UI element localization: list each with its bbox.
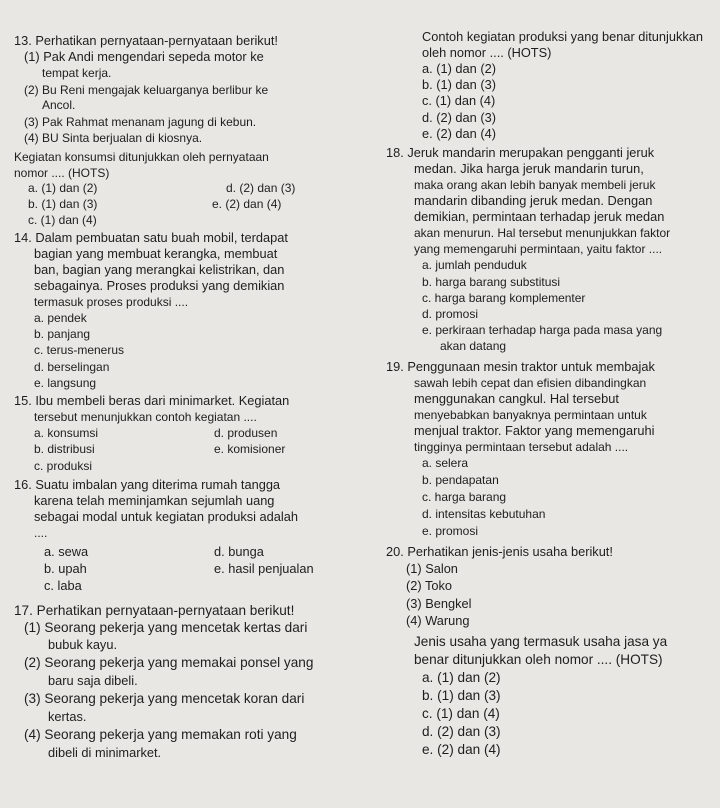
- right-text-line: d. (2) dan (3): [422, 724, 501, 739]
- right-text-line: b. (1) dan (3): [422, 77, 496, 92]
- right-text-line: Contoh kegiatan produksi yang benar ditunjukkan: [422, 29, 704, 44]
- left-text-line: e. langsung: [34, 376, 97, 390]
- right-text-line: d. intensitas kebutuhan: [422, 507, 546, 521]
- right-text-line: b. (1) dan (3): [422, 688, 501, 703]
- left-text-line: ....: [34, 526, 48, 540]
- right-text-line: tingginya permintaan tersebut adalah ....: [414, 440, 629, 454]
- left-text-line: (3) Seorang pekerja yang mencetak koran dari: [24, 691, 305, 706]
- left-text-line: karena telah meminjamkan sejumlah uang: [34, 493, 275, 508]
- right-text-line: menjual traktor. Faktor yang memengaruhi: [414, 423, 655, 438]
- left-text-line: Kegiatan konsumsi ditunjukkan oleh pernyataan: [14, 150, 269, 164]
- right-text-line: akan datang: [440, 339, 507, 353]
- left-text-line: b. panjang: [34, 327, 91, 341]
- left-text-line: a. (1) dan (2): [28, 181, 98, 195]
- left-text-line: d. produsen: [214, 426, 278, 440]
- right-text-line: e. (2) dan (4): [422, 742, 501, 757]
- right-text-line: a. (1) dan (2): [422, 61, 496, 76]
- left-text-line: tempat kerja.: [42, 66, 112, 80]
- right-text-line: e. (2) dan (4): [422, 126, 496, 141]
- left-text-line: c. laba: [44, 578, 82, 593]
- left-text-line: d. berselingan: [34, 360, 110, 374]
- left-text-line: termasuk proses produksi ....: [34, 295, 189, 309]
- right-text-line: menggunakan cangkul. Hal tersebut: [414, 391, 619, 406]
- left-text-line: c. (1) dan (4): [28, 213, 97, 227]
- right-text-line: menyebabkan banyaknya permintaan untuk: [414, 408, 647, 422]
- left-text-line: (4) BU Sinta berjualan di kiosnya.: [24, 131, 203, 145]
- left-text-line: d. bunga: [214, 544, 264, 559]
- right-text-line: 19. Penggunaan mesin traktor untuk membajak: [386, 359, 655, 374]
- right-text-line: c. (1) dan (4): [422, 706, 500, 721]
- right-text-line: (2) Toko: [406, 578, 452, 593]
- left-text-line: 15. Ibu membeli beras dari minimarket. Kegiatan: [14, 393, 290, 408]
- left-text-line: a. pendek: [34, 311, 87, 325]
- left-text-line: tersebut menunjukkan contoh kegiatan ....: [34, 410, 257, 424]
- left-text-line: kertas.: [48, 709, 87, 724]
- right-text-line: b. pendapatan: [422, 473, 499, 487]
- right-text-line: a. selera: [422, 456, 469, 470]
- left-text-line: e. komisioner: [214, 442, 286, 456]
- right-text-line: (1) Salon: [406, 561, 458, 576]
- left-text-line: (4) Seorang pekerja yang memakan roti yang: [24, 727, 297, 742]
- right-text-line: demikian, permintaan terhadap jeruk medan: [414, 209, 665, 224]
- right-text-line: a. (1) dan (2): [422, 670, 501, 685]
- right-text-line: c. harga barang komplementer: [422, 291, 586, 305]
- left-text-line: 13. Perhatikan pernyataan-pernyataan berikut!: [14, 33, 278, 48]
- left-text-line: e. hasil penjualan: [214, 561, 314, 576]
- right-text-line: e. promosi: [422, 524, 479, 538]
- left-text-line: 17. Perhatikan pernyataan-pernyataan berikut!: [14, 603, 295, 618]
- left-text-line: a. konsumsi: [34, 426, 99, 440]
- right-text-line: d. (2) dan (3): [422, 110, 496, 125]
- right-text-line: maka orang akan lebih banyak membeli jeruk: [414, 178, 656, 192]
- left-text-line: (1) Seorang pekerja yang mencetak kertas dari: [24, 620, 308, 635]
- left-text-line: Ancol.: [42, 98, 76, 112]
- left-text-line: bubuk kayu.: [48, 637, 118, 652]
- left-text-line: bagian yang membuat kerangka, membuat: [34, 246, 278, 261]
- right-text-line: (4) Warung: [406, 613, 470, 628]
- right-text-line: d. promosi: [422, 307, 479, 321]
- left-text-line: (1) Pak Andi mengendari sepeda motor ke: [24, 49, 264, 64]
- left-text-line: (2) Seorang pekerja yang memakai ponsel yang: [24, 655, 314, 670]
- right-text-line: yang memengaruhi permintaan, yaitu faktor ....: [414, 242, 663, 256]
- right-text-line: Jenis usaha yang termasuk usaha jasa ya: [414, 634, 668, 649]
- left-text-line: dibeli di minimarket.: [48, 745, 162, 760]
- right-text-line: e. perkiraan terhadap harga pada masa yang: [422, 323, 663, 337]
- left-text-line: sebagainya. Proses produksi yang demikian: [34, 278, 285, 293]
- left-text-line: b. (1) dan (3): [28, 197, 98, 211]
- right-text-line: benar ditunjukkan oleh nomor .... (HOTS): [414, 652, 663, 667]
- right-text-line: akan menurun. Hal tersebut menunjukkan faktor: [414, 226, 671, 240]
- left-text-line: ban, bagian yang merangkai kelistrikan, dan: [34, 262, 285, 277]
- right-text-line: medan. Jika harga jeruk mandarin turun,: [414, 161, 644, 176]
- left-text-line: c. produksi: [34, 459, 93, 473]
- left-text-line: c. terus-menerus: [34, 343, 125, 357]
- left-text-line: d. (2) dan (3): [226, 181, 296, 195]
- left-text-line: nomor .... (HOTS): [14, 166, 110, 180]
- left-text-line: (3) Pak Rahmat menanam jagung di kebun.: [24, 115, 257, 129]
- right-text-line: 20. Perhatikan jenis-jenis usaha berikut!: [386, 544, 613, 559]
- right-text-line: 18. Jeruk mandarin merupakan pengganti jeruk: [386, 145, 655, 160]
- right-text-line: c. (1) dan (4): [422, 93, 496, 108]
- right-text-line: b. harga barang substitusi: [422, 275, 561, 289]
- left-text-line: b. upah: [44, 561, 87, 576]
- right-text-line: c. harga barang: [422, 490, 507, 504]
- right-text-line: a. jumlah penduduk: [422, 258, 527, 272]
- left-text-line: 16. Suatu imbalan yang diterima rumah tangga: [14, 477, 281, 492]
- left-text-line: a. sewa: [44, 544, 89, 559]
- left-text-line: b. distribusi: [34, 442, 95, 456]
- left-text-line: baru saja dibeli.: [48, 673, 138, 688]
- left-text-line: e. (2) dan (4): [212, 197, 282, 211]
- right-text-line: (3) Bengkel: [406, 596, 472, 611]
- right-text-line: oleh nomor .... (HOTS): [422, 45, 552, 60]
- right-text-line: sawah lebih cepat dan efisien dibandingkan: [414, 376, 647, 390]
- left-text-line: 14. Dalam pembuatan satu buah mobil, terdapat: [14, 230, 288, 245]
- left-text-line: sebagai modal untuk kegiatan produksi adalah: [34, 509, 298, 524]
- left-text-line: (2) Bu Reni mengajak keluarganya berlibur ke: [24, 83, 269, 97]
- right-text-line: mandarin dibanding jeruk medan. Dengan: [414, 193, 653, 208]
